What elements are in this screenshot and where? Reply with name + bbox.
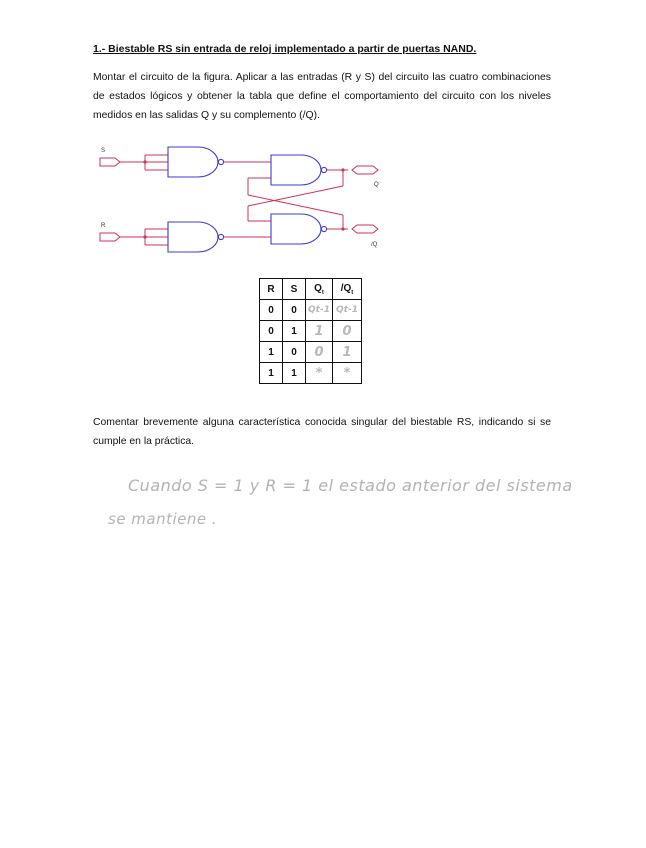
table-row [260, 342, 362, 363]
question-paragraph: Comentar brevemente alguna característica conocida singular del biestable RS, indicando si se cumple en la práctica. [93, 417, 551, 447]
table-row [260, 300, 362, 321]
table-row [260, 321, 362, 342]
nand-gate-4 [271, 214, 321, 244]
handwritten-answer-line-2: se mantiene . [108, 510, 218, 528]
label-s: S [101, 148, 106, 154]
nand-gate-1 [168, 147, 218, 177]
section-heading: 1.- Biestable RS sin entrada de reloj implementado a partir de puertas NAND. [93, 43, 477, 55]
cell-s: 0 [283, 342, 306, 363]
cell-q: 1 [306, 321, 333, 342]
header-nq: $/Q_t$ [333, 279, 362, 300]
instructions-paragraph: Montar el circuito de la figura. Aplicar a las entradas (R y S) del circuito las cuatro combinaciones de estados lógicos y obtener la tabla que define el comportamiento del circuito con los niveles medidos en las salidas Q y su complemento (/Q). [93, 72, 551, 121]
cell-s: 1 [283, 363, 306, 384]
header-r: R [260, 279, 283, 300]
nand-gate-2 [271, 155, 321, 185]
cell-nq: Qt-1 [333, 300, 362, 321]
cell-q: 0 [306, 342, 333, 363]
input-pin-r [100, 233, 120, 241]
cell-nq: * [333, 363, 362, 384]
cell-r: 0 [260, 321, 283, 342]
rs-latch-circuit-diagram [93, 140, 393, 260]
cell-s: 0 [283, 300, 306, 321]
output-pin-q [352, 166, 378, 174]
cell-r: 1 [260, 342, 283, 363]
header-q: $Q_t$ [306, 279, 333, 300]
truth-table [259, 278, 362, 384]
cell-nq: 1 [333, 342, 362, 363]
cell-r: 0 [260, 300, 283, 321]
input-pin-s [100, 158, 120, 166]
label-q: Q [374, 182, 379, 188]
cell-nq: 0 [333, 321, 362, 342]
cell-q: * [306, 363, 333, 384]
output-pin-nq [352, 225, 378, 233]
cell-s: 1 [283, 321, 306, 342]
label-nq: /Q [371, 242, 378, 248]
handwritten-answer-line-1: Cuando S = 1 y R = 1 el estado anterior del sistema [128, 476, 573, 495]
nand-gate-3 [168, 222, 218, 252]
table-row [260, 363, 362, 384]
cell-q: Qt-1 [306, 300, 333, 321]
truth-table-header [260, 279, 362, 300]
label-r: R [101, 223, 106, 229]
cell-r: 1 [260, 363, 283, 384]
header-s: S [283, 279, 306, 300]
